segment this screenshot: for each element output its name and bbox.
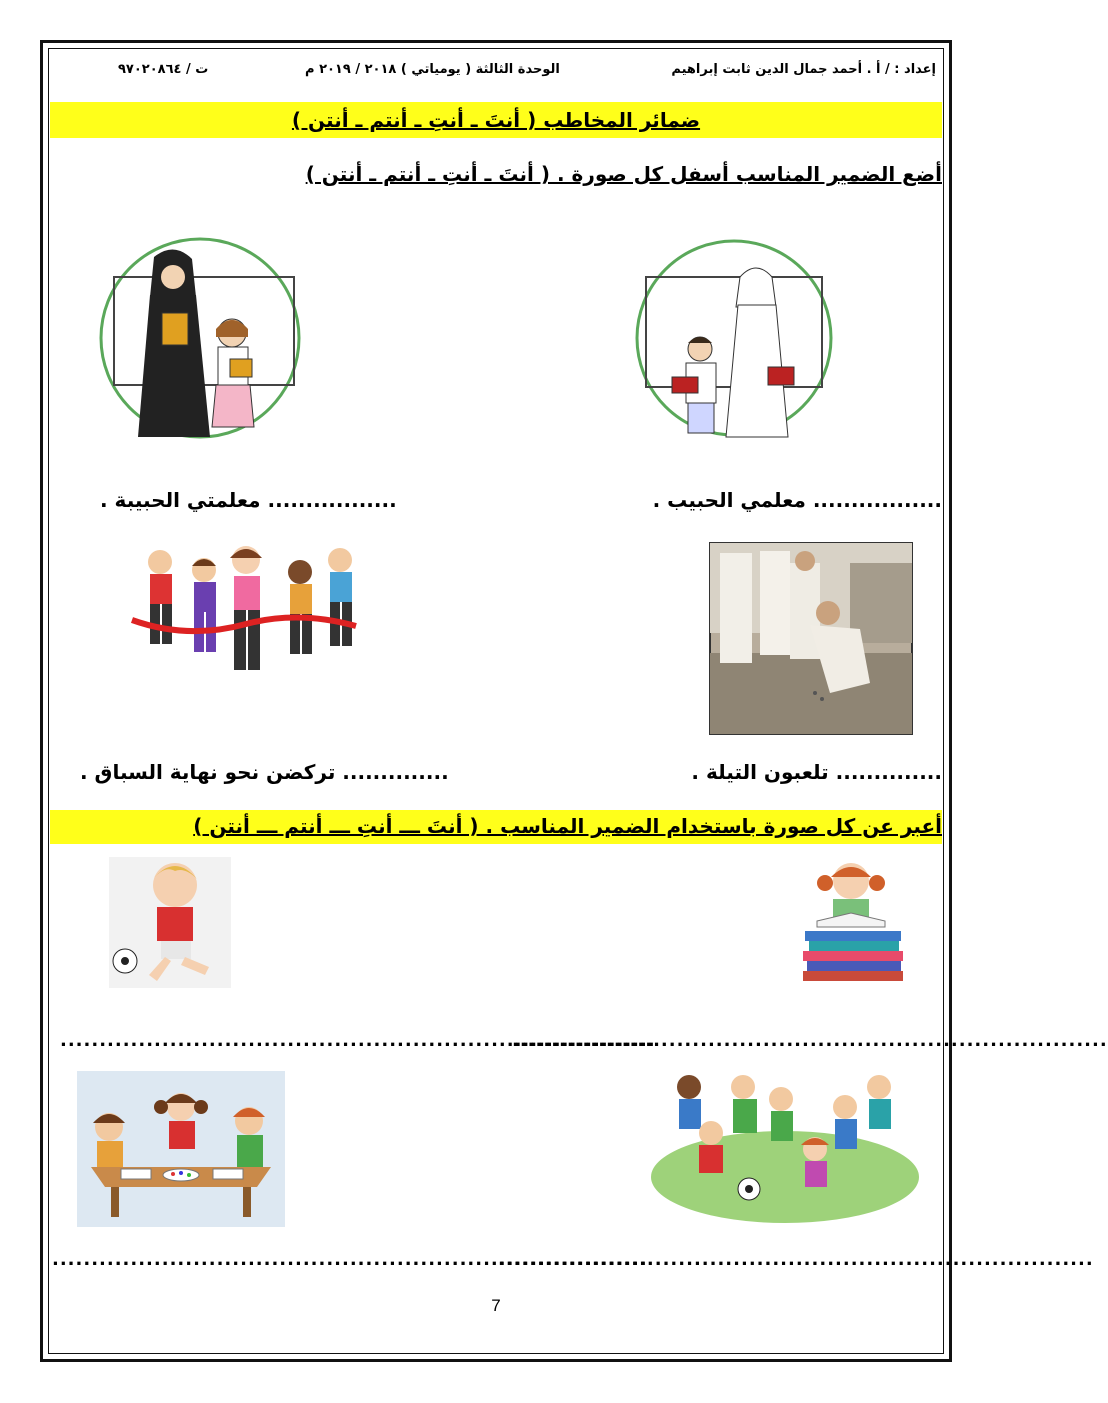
girl-reading-picture bbox=[781, 853, 923, 983]
answer-line-boy-football[interactable]: ............................................................................ bbox=[60, 1030, 656, 1051]
boys-marbles-photo bbox=[710, 543, 912, 734]
exercise1-instruction: أضع الضمير المناسب أسفل كل صورة . ( أنتَ ـ أنتِ ـ أنتم ـ أنتن ) bbox=[305, 162, 942, 186]
answer-line-kids-painting[interactable]: ............................................................................ bbox=[52, 1249, 648, 1270]
sentence-boys-marbles: .............. تلعبون التيلة . bbox=[691, 760, 942, 784]
lesson-title: ضمائر المخاطب ( أنتَ ـ أنتِ ـ أنتم ـ أنتن ) bbox=[291, 108, 701, 132]
exercise2-instruction: أعبر عن كل صورة باستخدام الضمير المناسب . ( أنتَ ـــ أنتِ ـــ أنتم ـــ أنتن ) bbox=[193, 814, 942, 838]
sentence-teacher-female: ................. معلمتي الحبيبة . bbox=[100, 488, 397, 512]
teacher-boy-picture bbox=[628, 237, 840, 439]
header-phone: ت / ٩٧٠٢٠٨٦٤ bbox=[118, 62, 209, 77]
answer-line-girl-reading[interactable]: ............................................................................ bbox=[512, 1030, 1108, 1051]
sentence-girls-race: .............. تركضن نحو نهاية السباق . bbox=[80, 760, 449, 784]
kids-painting-picture bbox=[77, 1071, 285, 1227]
answer-line-kids-football[interactable]: ............................................................................ bbox=[498, 1249, 1094, 1270]
teacher-girl-picture bbox=[92, 237, 308, 439]
header-unit: الوحدة الثالثة ( يومياتي ) ٢٠١٨ / ٢٠١٩ م bbox=[305, 62, 560, 77]
header-author: إعداد : / أ . أحمد جمال الدين ثابت إبراهيم bbox=[671, 62, 936, 77]
page-number: 7 bbox=[491, 1296, 501, 1315]
sentence-teacher-male: ................. معلمي الحبيب . bbox=[652, 488, 942, 512]
boy-football-picture bbox=[109, 857, 231, 988]
kids-football-picture bbox=[649, 1067, 922, 1225]
girls-race-picture bbox=[128, 540, 360, 744]
